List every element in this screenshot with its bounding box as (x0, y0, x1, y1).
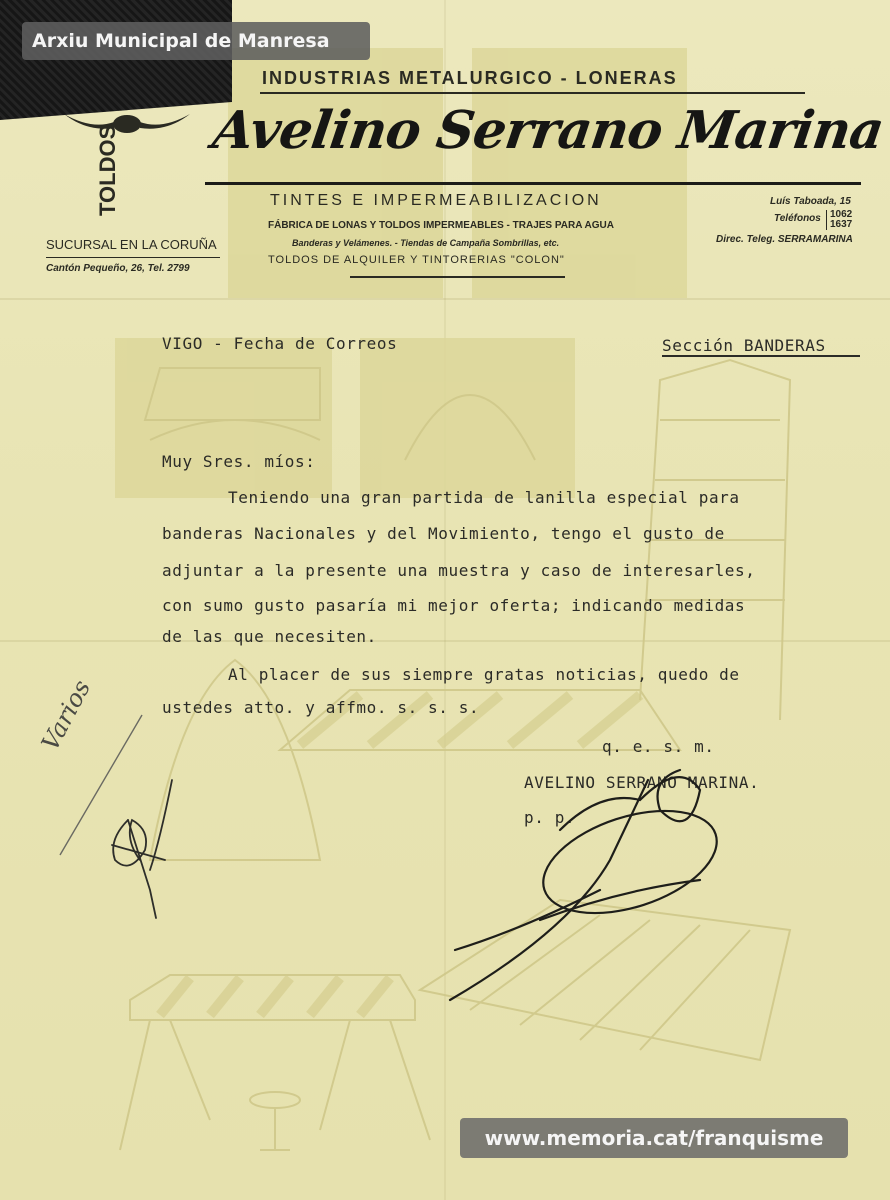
company-name: Avelino Serrano Marina (209, 100, 887, 161)
salutation: Muy Sres. míos: (162, 452, 316, 471)
street-address: Luís Taboada, 15 (770, 196, 851, 207)
branch-address: Cantón Pequeño, 26, Tel. 2799 (46, 263, 190, 274)
letterhead-tintes-line: TINTES E IMPERMEABILIZACION (270, 192, 602, 209)
archive-watermark: Arxiu Municipal de Manresa (22, 22, 370, 60)
website-watermark: www.memoria.cat/franquisme (460, 1118, 848, 1158)
qesm: q. e. s. m. (602, 737, 715, 756)
closing-line: Al placer de sus siempre gratas noticias, quedo de (228, 665, 740, 684)
pp-label: p. p. (524, 808, 576, 827)
telefono-2: 1637 (830, 219, 853, 230)
toldos-brand-word: TOLDOS (95, 124, 120, 216)
closing-line: ustedes atto. y affmo. s. s. s. (162, 698, 480, 717)
telefonos-label: Teléfonos (774, 213, 821, 224)
branch-label: SUCURSAL EN LA CORUÑA (46, 237, 217, 252)
telefono-1: 1062 (830, 209, 853, 220)
letterhead-industry-line: INDUSTRIAS METALURGICO - LONERAS (262, 68, 678, 88)
section-label: Sección BANDERAS (662, 336, 826, 355)
letterhead-fabrica-line: FÁBRICA DE LONAS Y TOLDOS IMPERMEABLES - TRAJES PARA AGUA (268, 220, 614, 231)
letterhead-alquiler-line: TOLDOS DE ALQUILER Y TINTORERIAS "COLON" (268, 254, 565, 266)
telegraph-address: Direc. Teleg. SERRAMARINA (716, 234, 853, 245)
body-line: banderas Nacionales y del Movimiento, tengo el gusto de (162, 524, 725, 543)
body-line: Teniendo una gran partida de lanilla especial para (228, 488, 740, 507)
body-line: con sumo gusto pasaría mi mejor oferta; indicando medidas (162, 596, 746, 615)
body-line: de las que necesiten. (162, 627, 377, 646)
pencil-annotation: Varios (36, 675, 97, 756)
signer-name: AVELINO SERRANO MARINA. (524, 773, 760, 792)
letterhead-banderas-line: Banderas y Velámenes. - Tiendas de Campaña Sombrillas, etc. (292, 238, 560, 248)
place-date: VIGO - Fecha de Correos (162, 334, 398, 353)
body-line: adjuntar a la presente una muestra y caso de interesarles, (162, 561, 756, 580)
